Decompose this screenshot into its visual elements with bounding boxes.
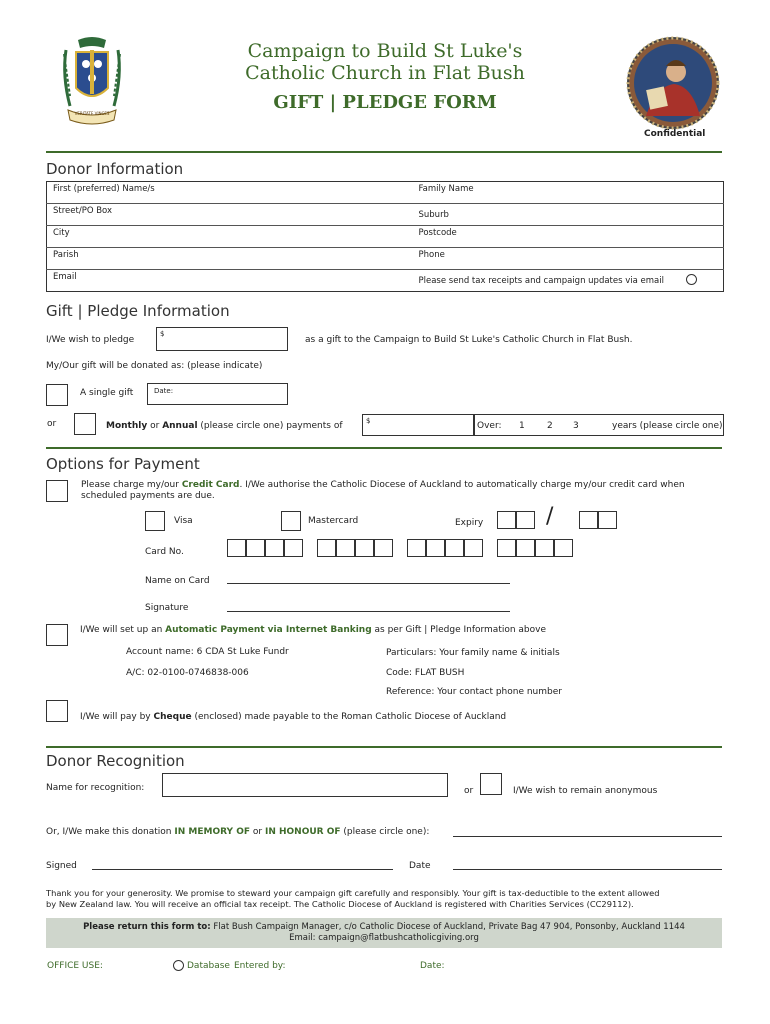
card-digit[interactable] bbox=[426, 539, 445, 557]
ib-pre: I/We will set up an bbox=[80, 625, 163, 635]
year-option-2[interactable]: 2 bbox=[547, 421, 553, 431]
confidential-label: Confidential bbox=[644, 129, 706, 139]
donated-as-label: My/Our gift will be donated as: (please indicate) bbox=[46, 361, 263, 371]
divider bbox=[46, 447, 722, 449]
st-luke-medallion bbox=[626, 36, 720, 130]
date-label: Date: bbox=[154, 387, 174, 395]
city-field[interactable]: City bbox=[47, 226, 413, 248]
or-label: or bbox=[47, 419, 57, 429]
date-line[interactable] bbox=[453, 869, 722, 870]
campaign-title-line1: Campaign to Build St Luke's bbox=[247, 40, 523, 62]
internet-banking-text bbox=[80, 625, 546, 635]
memory-pre: Or, I/We make this donation bbox=[46, 827, 172, 837]
database-radio[interactable] bbox=[173, 960, 184, 971]
card-digit[interactable] bbox=[464, 539, 483, 557]
return-address bbox=[46, 922, 722, 933]
internet-banking-bold: Automatic Payment via Internet Banking bbox=[165, 625, 372, 635]
code: Code: FLAT BUSH bbox=[386, 668, 465, 678]
single-gift-label: A single gift bbox=[80, 388, 134, 398]
memory-honour-line[interactable] bbox=[453, 836, 722, 837]
table-row bbox=[47, 248, 724, 270]
monthly-text: Monthly bbox=[106, 421, 148, 431]
recognition-heading: Donor Recognition bbox=[46, 752, 185, 770]
email-field[interactable]: Email bbox=[53, 272, 77, 282]
expiry-year-digit[interactable] bbox=[579, 511, 598, 529]
office-date-label: Date: bbox=[420, 961, 445, 971]
donor-info-table bbox=[46, 181, 724, 292]
anonymous-checkbox[interactable] bbox=[480, 773, 502, 795]
expiry-slash: / bbox=[546, 504, 554, 529]
cc-post: . I/We authorise the Catholic Diocese of Auckland to automatically charge my/our credit card when bbox=[239, 480, 685, 490]
card-no-label: Card No. bbox=[145, 547, 184, 557]
visa-label: Visa bbox=[174, 516, 193, 526]
cheque-bold: Cheque bbox=[153, 712, 192, 722]
recognition-name-label: Name for recognition: bbox=[46, 783, 145, 793]
phone-field[interactable]: Phone bbox=[413, 248, 724, 270]
card-digit[interactable] bbox=[497, 539, 516, 557]
name-on-card-line[interactable] bbox=[227, 583, 510, 584]
thank-you-text-1: Thank you for your generosity. We promise to steward your campaign gift carefully and responsibly. Your gift is tax-deductible to the extent allowed bbox=[46, 888, 660, 898]
years-text: years (please circle one) bbox=[612, 421, 723, 431]
expiry-month-digit[interactable] bbox=[516, 511, 535, 529]
card-digit[interactable] bbox=[336, 539, 355, 557]
in-memory-option[interactable]: IN MEMORY OF bbox=[174, 827, 250, 837]
signature-label: Signature bbox=[145, 603, 189, 613]
return-text: Flat Bush Campaign Manager, c/o Catholic Diocese of Auckland, Private Bag 47 904, Ponsonby, Auckland 1144 bbox=[213, 922, 685, 932]
name-on-card-label: Name on Card bbox=[145, 576, 210, 586]
or-text: or bbox=[150, 421, 160, 431]
card-digit[interactable] bbox=[265, 539, 284, 557]
card-digit[interactable] bbox=[535, 539, 554, 557]
card-digit[interactable] bbox=[355, 539, 374, 557]
table-row bbox=[47, 270, 724, 292]
or-label: or bbox=[464, 786, 474, 796]
mastercard-label: Mastercard bbox=[308, 516, 359, 526]
pledge-amount-input[interactable] bbox=[156, 327, 288, 351]
card-digit[interactable] bbox=[445, 539, 464, 557]
card-digit[interactable] bbox=[407, 539, 426, 557]
parish-field[interactable]: Parish bbox=[47, 248, 413, 270]
signed-line[interactable] bbox=[92, 869, 393, 870]
expiry-year-digit[interactable] bbox=[598, 511, 617, 529]
wish-to-pledge-label: I/We wish to pledge bbox=[46, 335, 135, 345]
anonymous-label: I/We wish to remain anonymous bbox=[513, 786, 658, 796]
internet-banking-checkbox[interactable] bbox=[46, 624, 68, 646]
thank-you-text-2: by New Zealand law. You will receive an official tax receipt. The Catholic Diocese of Auckland is registered with Charities Services (CC29112). bbox=[46, 899, 634, 909]
memory-honour-text bbox=[46, 827, 429, 837]
currency-symbol: $ bbox=[366, 417, 371, 425]
expiry-label: Expiry bbox=[455, 518, 484, 528]
card-digit[interactable] bbox=[317, 539, 336, 557]
gift-info-heading: Gift | Pledge Information bbox=[46, 302, 230, 320]
credit-card-text bbox=[81, 480, 685, 490]
payments-text: (please circle one) payments of bbox=[200, 421, 343, 431]
annual-text: Annual bbox=[162, 421, 198, 431]
campaign-title-line2: Catholic Church in Flat Bush bbox=[245, 62, 525, 84]
card-digit[interactable] bbox=[374, 539, 393, 557]
card-digit[interactable] bbox=[516, 539, 535, 557]
cheque-post: (enclosed) made payable to the Roman Catholic Diocese of Auckland bbox=[194, 712, 507, 722]
return-banner bbox=[46, 918, 722, 948]
date-label: Date bbox=[409, 861, 431, 871]
ib-post: as per Gift | Pledge Information above bbox=[374, 625, 547, 635]
family-name-field[interactable]: Family Name bbox=[413, 182, 724, 204]
email-updates-label: Please send tax receipts and campaign updates via email bbox=[418, 276, 664, 286]
street-field[interactable]: Street/PO Box bbox=[47, 204, 413, 226]
year-option-1[interactable]: 1 bbox=[519, 421, 525, 431]
card-digit[interactable] bbox=[246, 539, 265, 557]
particulars: Particulars: Your family name & initials bbox=[386, 648, 560, 658]
suburb-field[interactable]: Suburb bbox=[413, 204, 724, 226]
recurring-amount-input[interactable] bbox=[362, 414, 474, 436]
reference: Reference: Your contact phone number bbox=[386, 687, 562, 697]
recurring-label bbox=[106, 421, 343, 431]
single-gift-checkbox[interactable] bbox=[46, 384, 68, 406]
recurring-checkbox[interactable] bbox=[74, 413, 96, 435]
diocese-crest bbox=[56, 36, 128, 128]
credit-card-bold: Credit Card bbox=[181, 480, 240, 490]
account-number: A/C: 02-0100-0746838-006 bbox=[126, 668, 249, 678]
cc-pre: Please charge my/our bbox=[81, 480, 179, 490]
card-digit[interactable] bbox=[227, 539, 246, 557]
card-digit[interactable] bbox=[284, 539, 303, 557]
crest-motto: VERITATE VINCES bbox=[74, 111, 110, 116]
table-row bbox=[47, 182, 724, 204]
form-title: GIFT | PLEDGE FORM bbox=[273, 92, 497, 113]
return-email: Email: campaign@flatbushcatholicgiving.org bbox=[289, 933, 479, 943]
account-name: Account name: 6 CDA St Luke Fundr bbox=[126, 647, 289, 657]
or-text: or bbox=[252, 827, 263, 837]
mastercard-checkbox[interactable] bbox=[281, 511, 301, 531]
cheque-text bbox=[80, 712, 506, 722]
expiry-month-digit[interactable] bbox=[497, 511, 516, 529]
recognition-name-input[interactable] bbox=[162, 773, 448, 797]
signature-line[interactable] bbox=[227, 611, 510, 612]
email-updates-radio[interactable] bbox=[686, 274, 697, 285]
payment-heading: Options for Payment bbox=[46, 455, 200, 473]
return-bold: Please return this form to: bbox=[83, 922, 211, 932]
divider bbox=[46, 746, 722, 748]
entered-by-label: Entered by: bbox=[234, 961, 286, 971]
cheque-pre: I/We will pay by bbox=[80, 712, 151, 722]
donor-info-heading: Donor Information bbox=[46, 160, 184, 178]
first-name-field[interactable]: First (preferred) Name/s bbox=[47, 182, 413, 204]
card-digit[interactable] bbox=[554, 539, 573, 557]
database-label: Database bbox=[187, 961, 230, 971]
as-gift-text: as a gift to the Campaign to Build St Luke's Catholic Church in Flat Bush. bbox=[305, 335, 633, 345]
signed-label: Signed bbox=[46, 861, 77, 871]
over-label: Over: bbox=[477, 421, 502, 431]
visa-checkbox[interactable] bbox=[145, 511, 165, 531]
postcode-field[interactable]: Postcode bbox=[413, 226, 724, 248]
year-option-3[interactable]: 3 bbox=[573, 421, 579, 431]
cheque-checkbox[interactable] bbox=[46, 700, 68, 722]
table-row bbox=[47, 204, 724, 226]
office-use-label: OFFICE USE: bbox=[47, 961, 103, 971]
credit-card-text-2: scheduled payments are due. bbox=[81, 491, 215, 501]
currency-symbol: $ bbox=[160, 330, 165, 338]
in-honour-option[interactable]: IN HONOUR OF bbox=[264, 827, 341, 837]
credit-card-checkbox[interactable] bbox=[46, 480, 68, 502]
table-row bbox=[47, 226, 724, 248]
memory-post: (please circle one): bbox=[343, 827, 430, 837]
divider bbox=[46, 151, 722, 153]
